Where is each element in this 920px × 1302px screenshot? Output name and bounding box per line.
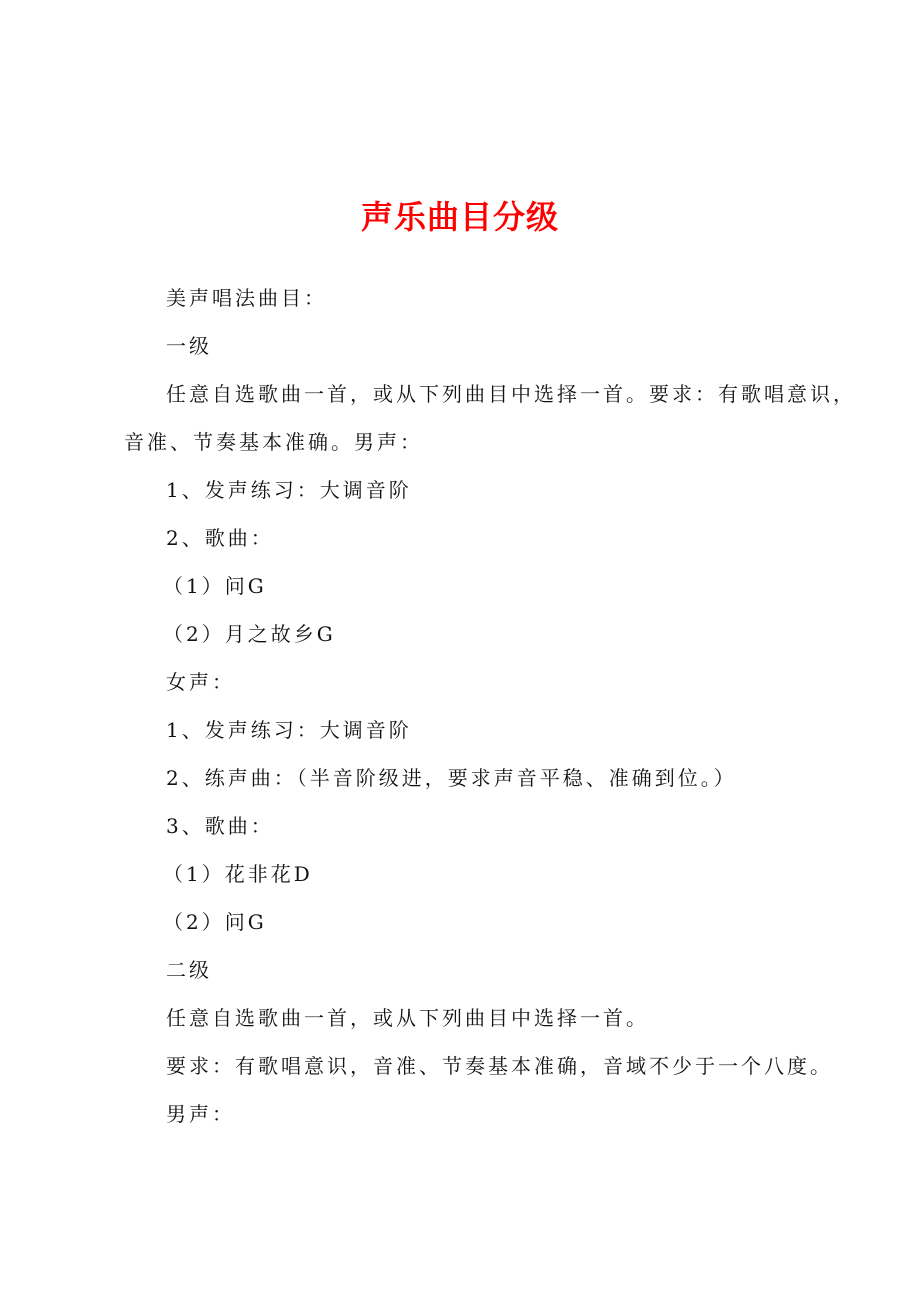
sub-list-item: （1）花非花D bbox=[163, 862, 313, 886]
list-item: 1、发声练习：大调音阶 bbox=[166, 478, 412, 502]
list-item: 1、发声练习：大调音阶 bbox=[166, 718, 412, 742]
paragraph-line: 任意自选歌曲一首，或从下列曲目中选择一首。要求：有歌唱意识， bbox=[166, 382, 856, 406]
sub-list-item: （1）问G bbox=[163, 574, 267, 598]
document-title: 声乐曲目分级 bbox=[360, 198, 559, 236]
group-heading-female: 女声： bbox=[166, 670, 235, 694]
level-heading-1: 一级 bbox=[166, 334, 212, 358]
list-item: 3、歌曲： bbox=[166, 814, 274, 838]
list-item: 2、练声曲：（半音阶级进，要求声音平稳、准确到位。） bbox=[166, 766, 737, 790]
section-heading-bel-canto: 美声唱法曲目： bbox=[166, 286, 327, 310]
paragraph-line: 任意自选歌曲一首，或从下列曲目中选择一首。 bbox=[166, 1006, 649, 1030]
paragraph-line: 要求：有歌唱意识，音准、节奏基本准确，音域不少于一个八度。 bbox=[166, 1054, 833, 1078]
list-item: 2、歌曲： bbox=[166, 526, 274, 550]
sub-list-item: （2）问G bbox=[163, 910, 267, 934]
sub-list-item: （2）月之故乡G bbox=[163, 622, 336, 646]
level-heading-2: 二级 bbox=[166, 958, 212, 982]
paragraph-line: 音准、节奏基本准确。男声： bbox=[124, 430, 423, 454]
group-heading-male: 男声： bbox=[166, 1102, 235, 1126]
